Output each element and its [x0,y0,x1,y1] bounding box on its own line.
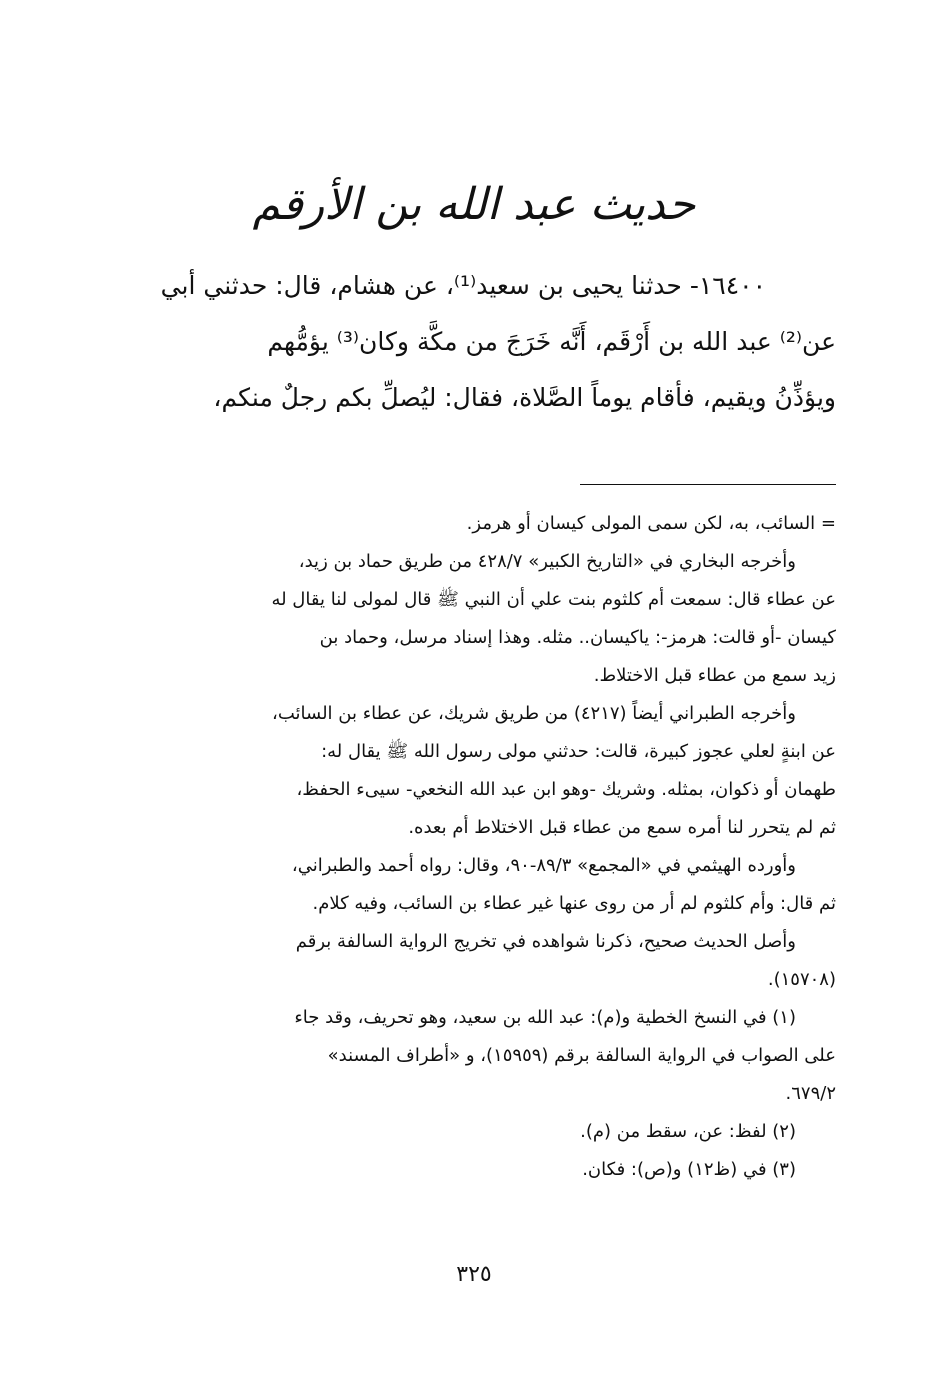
hadith-line-2: عن⁽²⁾ عبد الله بن أَرْقَم، أَنَّه خَرَجَ من مكَّة وكان⁽³⁾ يؤمُّهم [267,327,836,356]
footnote-block-asl [116,923,836,999]
footnote-separator [580,484,836,485]
footnote-line: = السائب، به، لكن سمى المولى كيسان أو هرمز. [466,513,836,534]
footnote-block-continuation [116,505,836,695]
footnotes [116,505,836,1189]
section-title: حديث عبد الله بن الأرقم [252,179,696,230]
footnote-2 [116,1113,836,1151]
footnote-line: (١٥٧٠٨). [767,969,836,990]
footnote-block-haythami [116,847,836,923]
footnote-line: (٢) لفظ: عن، سقط من (م). [580,1121,796,1142]
footnote-line: كيسان -أو قالت: هرمز-: ياكيسان.. مثله. وهذا إسناد مرسل، وحماد بن [319,627,836,648]
hadith-line-1: ١٦٤٠٠- حدثنا يحيى بن سعيد⁽¹⁾، عن هشام، قال: حدثني أبي [160,271,766,300]
footnote-1 [116,999,836,1113]
footnote-line: على الصواب في الرواية السالفة برقم (١٥٩٥٩)، و «أطراف المسند» [327,1045,836,1066]
footnote-block-tabarani [116,695,836,847]
footnote-line: ٦٧٩/٢. [785,1083,836,1104]
footnote-line: عن ابنةٍ لعلي عجوز كبيرة، قالت: حدثني مولى رسول الله ﷺ يقال له: [321,741,836,762]
footnote-3 [116,1151,836,1189]
footnote-line: وأخرجه الطبراني أيضاً (٤٢١٧) من طريق شريك، عن عطاء بن السائب، [272,703,796,724]
footnote-line: وأصل الحديث صحيح، ذكرنا شواهده في تخريج الرواية السالفة برقم [295,931,796,952]
footnote-line: عن عطاء قال: سمعت أم كلثوم بنت علي أن النبي ﷺ قال لمولى لنا يقال له [271,589,836,610]
hadith-text [116,258,836,426]
footnote-line: (١) في النسخ الخطية و(م): عبد الله بن سعيد، وهو تحريف، وقد جاء [294,1007,796,1028]
page-number: ٣٢٥ [456,1262,492,1287]
footnote-line: ثم لم يتحرر لنا أمره سمع من عطاء قبل الاختلاط أم بعده. [408,817,836,838]
footnote-line: وأورده الهيثمي في «المجمع» ٨٩/٣-٩٠، وقال: رواه أحمد والطبراني، [291,855,796,876]
hadith-line-3: ويؤذِّنُ ويقيم، فأقام يوماً الصَّلاة، فقال: ليُصلِّ بكم رجلٌ منكم، [213,383,836,412]
footnote-line: ثم قال: وأم كلثوم لم أر من روى عنها غير عطاء بن السائب، وفيه كلام. [312,893,836,914]
footnote-line: زيد سمع من عطاء قبل الاختلاط. [593,665,836,686]
footnote-line: (٣) في (ظ١٢) و(ص): فكان. [582,1159,796,1180]
footnote-line: طهمان أو ذكوان، بمثله. وشريك -وهو ابن عبد الله النخعي- سيىء الحفظ، [296,779,836,800]
footnote-line: وأخرجه البخاري في «التاريخ الكبير» ٤٢٨/٧ من طريق حماد بن زيد، [298,551,796,572]
